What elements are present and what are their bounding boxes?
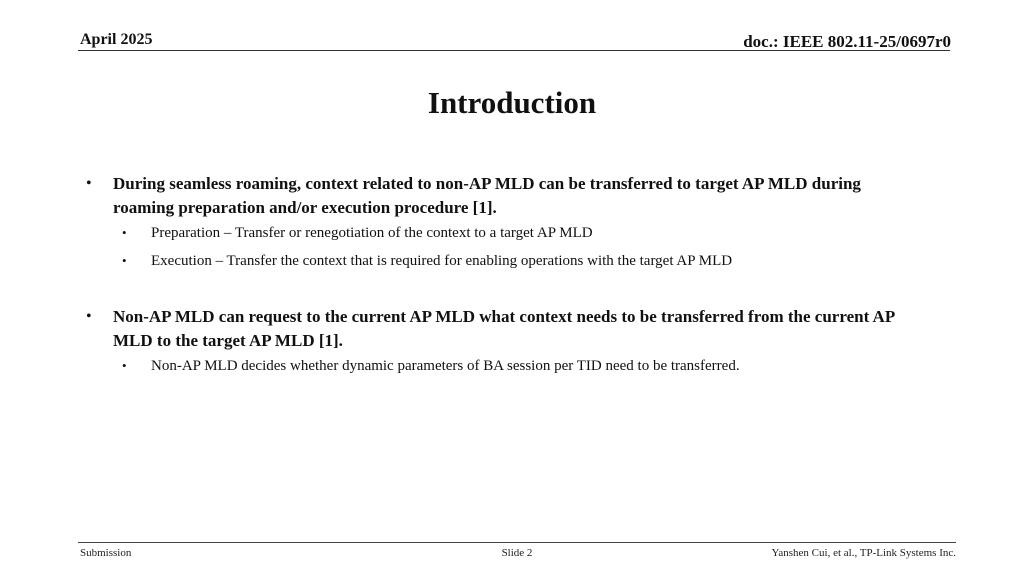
sub-bullet-text: Execution – Transfer the context that is required for enabling operations with the target AP MLD — [151, 253, 733, 269]
bullet-item — [86, 172, 916, 276]
header-date: April 2025 — [80, 31, 153, 48]
header-doc-id: doc.: IEEE 802.11-25/0697r0 — [743, 32, 951, 51]
bullet-item — [86, 305, 916, 381]
header-divider — [78, 50, 950, 51]
sub-bullet-item — [122, 222, 916, 248]
bullet-marker: • — [86, 175, 92, 192]
bullet-marker: • — [86, 308, 92, 325]
sub-bullet-text: Non-AP MLD decides whether dynamic parameters of BA session per TID need to be transferred. — [151, 358, 740, 374]
footer-authors: Yanshen Cui, et al., TP-Link Systems Inc. — [771, 547, 956, 559]
sub-bullet-marker: • — [122, 225, 127, 240]
footer-submission: Submission — [80, 547, 132, 559]
footer-divider — [78, 542, 956, 543]
sub-bullet-marker: • — [122, 358, 127, 373]
bullet-text: Non-AP MLD can request to the current AP MLD what context needs to be transferred from the current AP MLD to the target AP MLD [1]. — [113, 307, 895, 350]
sub-bullet-item — [122, 355, 916, 381]
footer-slide-number: Slide 2 — [501, 547, 533, 559]
bullet-text: During seamless roaming, context related to non-AP MLD can be transferred to target AP MLD during roaming preparation and/or execution procedure [1]. — [113, 174, 861, 217]
sub-bullet-text: Preparation – Transfer or renegotiation of the context to a target AP MLD — [151, 225, 593, 241]
sub-bullet-item — [122, 250, 916, 276]
slide-title: Introduction — [427, 85, 597, 120]
sub-bullet-marker: • — [122, 253, 127, 268]
